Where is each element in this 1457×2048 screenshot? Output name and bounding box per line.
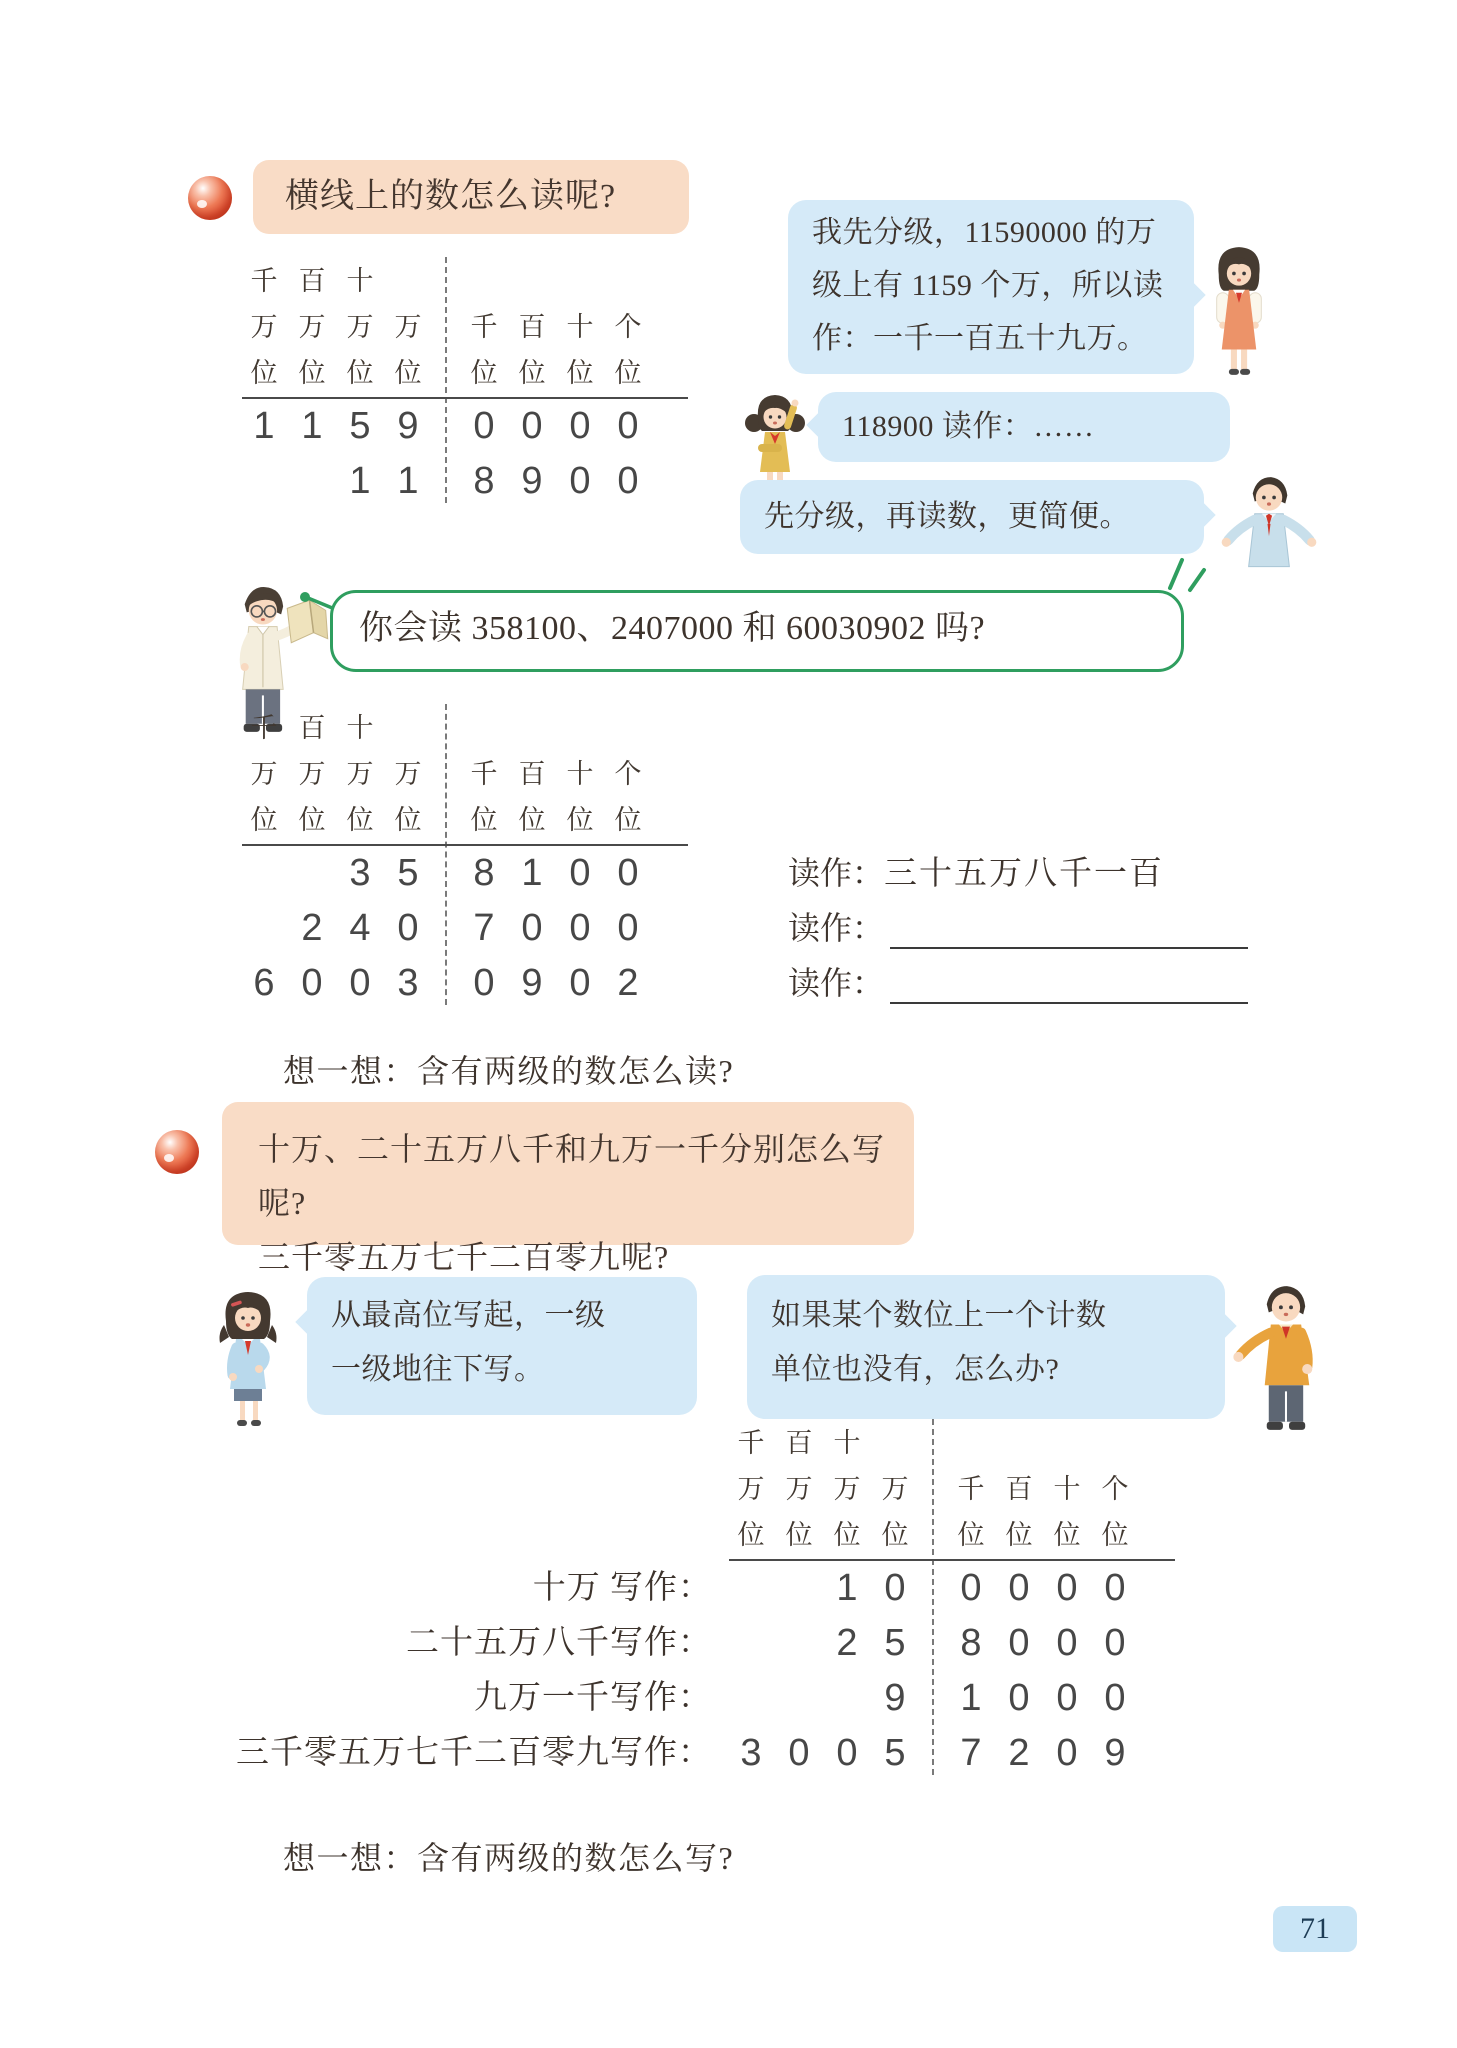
pv-cell: 0 — [569, 907, 591, 949]
place-value-digits — [240, 399, 700, 509]
place-value-digits — [727, 1561, 1187, 1781]
pv-cell: 位 — [614, 804, 642, 835]
pv-cell: 0 — [473, 962, 495, 1004]
pv-cell: 9 — [521, 460, 543, 502]
pv-cell: 8 — [473, 852, 495, 894]
pv-cell: 9 — [1104, 1732, 1126, 1774]
reading-label: 读作： — [788, 965, 885, 1001]
place-value-table-write — [727, 1417, 1187, 1781]
question-box-write — [222, 1102, 914, 1275]
pv-cell: 位 — [250, 804, 278, 835]
pv-cell: 十 — [566, 311, 594, 342]
pv-cell: 位 — [250, 357, 278, 388]
bubble-line: 如果某个数位上一个计数 — [771, 1299, 1107, 1332]
speech-bubble-grouping — [788, 200, 1194, 374]
pv-cell: 9 — [884, 1677, 906, 1719]
pv-cell: 十 — [346, 265, 374, 296]
pv-cell: 2 — [617, 962, 639, 1004]
place-value-header — [240, 702, 700, 840]
character-boy-blue — [1212, 473, 1326, 585]
pv-cell: 5 — [884, 1622, 906, 1664]
pv-cell: 1 — [253, 405, 275, 447]
answer-blank[interactable] — [890, 917, 1248, 949]
pv-cell: 位 — [346, 804, 374, 835]
pv-cell: 5 — [884, 1732, 906, 1774]
pv-cell: 千 — [250, 712, 278, 743]
reading-row — [788, 956, 1248, 1011]
write-as-label: 九万一千写作： — [474, 1680, 712, 1716]
pv-cell: 位 — [1101, 1519, 1129, 1550]
reading-row — [788, 846, 1248, 901]
pv-cell: 十 — [346, 712, 374, 743]
reading-label: 读作： — [788, 910, 885, 946]
pv-cell: 万 — [737, 1473, 765, 1504]
pv-cell: 1 — [960, 1677, 982, 1719]
pv-cell: 0 — [1056, 1622, 1078, 1664]
pv-cell: 7 — [960, 1732, 982, 1774]
answer-blank[interactable] — [890, 972, 1248, 1004]
pv-cell: 位 — [518, 804, 546, 835]
pv-cell: 5 — [397, 852, 419, 894]
pv-cell: 十 — [566, 758, 594, 789]
pv-cell: 7 — [473, 907, 495, 949]
pv-cell: 0 — [1008, 1677, 1030, 1719]
pv-cell: 0 — [788, 1732, 810, 1774]
bubble-line: 118900 读作：…… — [842, 410, 1095, 443]
write-as-labels — [150, 1561, 712, 1781]
place-value-digits — [240, 846, 700, 1011]
pv-cell: 8 — [960, 1622, 982, 1664]
pv-cell: 0 — [1056, 1567, 1078, 1609]
bubble-line: 从最高位写起，一级 — [331, 1299, 606, 1332]
pv-cell: 0 — [884, 1567, 906, 1609]
speech-bubble-118900 — [818, 392, 1230, 462]
write-as-label: 三千零五万七千二百零九写作： — [236, 1735, 712, 1771]
pv-cell: 百 — [518, 311, 546, 342]
pv-cell: 万 — [394, 311, 422, 342]
pv-cell: 百 — [298, 712, 326, 743]
character-girl-blue — [198, 1280, 303, 1432]
pv-cell: 0 — [617, 852, 639, 894]
bubble-line: 级上有 1159 个万，所以读 — [812, 269, 1164, 302]
reading-answers — [788, 846, 1248, 1011]
pv-cell: 0 — [521, 405, 543, 447]
pv-cell: 位 — [566, 804, 594, 835]
pv-cell: 位 — [785, 1519, 813, 1550]
reading-answer: 三十五万八千一百 — [884, 856, 1165, 892]
pv-cell: 位 — [394, 357, 422, 388]
pv-cell: 位 — [518, 357, 546, 388]
pv-cell: 位 — [1053, 1519, 1081, 1550]
reading-row — [788, 901, 1248, 956]
pv-cell: 0 — [836, 1732, 858, 1774]
pv-cell: 位 — [957, 1519, 985, 1550]
pv-cell: 位 — [298, 804, 326, 835]
pv-cell: 位 — [394, 804, 422, 835]
pv-cell: 位 — [614, 357, 642, 388]
pv-cell: 0 — [521, 907, 543, 949]
pv-cell: 千 — [470, 758, 498, 789]
pv-cell: 百 — [1005, 1473, 1033, 1504]
teacher-question-bubble — [330, 590, 1184, 672]
pv-cell: 3 — [397, 962, 419, 1004]
question-box-write-line1: 十万、二十五万八千和九万一千分别怎么写呢? — [258, 1131, 886, 1221]
pv-cell: 万 — [346, 311, 374, 342]
pv-cell: 0 — [349, 962, 371, 1004]
pv-cell: 1 — [301, 405, 323, 447]
pv-cell: 百 — [298, 265, 326, 296]
bubble-line: 我先分级，11590000 的万 — [812, 216, 1157, 249]
pv-cell: 0 — [397, 907, 419, 949]
pv-cell: 0 — [1056, 1732, 1078, 1774]
pv-cell: 0 — [569, 852, 591, 894]
pv-cell: 0 — [569, 405, 591, 447]
question-box-read — [253, 160, 689, 234]
pv-cell: 位 — [881, 1519, 909, 1550]
pv-cell: 2 — [301, 907, 323, 949]
place-value-header — [727, 1417, 1187, 1555]
teacher-question-text: 你会读 358100、2407000 和 60030902 吗? — [359, 610, 986, 647]
pv-cell: 位 — [470, 357, 498, 388]
pv-cell: 位 — [346, 357, 374, 388]
pv-cell: 0 — [617, 907, 639, 949]
question-box-read-text: 横线上的数怎么读呢? — [285, 178, 617, 215]
pv-cell: 位 — [737, 1519, 765, 1550]
pv-cell: 万 — [298, 311, 326, 342]
pv-cell: 1 — [836, 1567, 858, 1609]
think-prompt-write: 想一想：含有两级的数怎么写? — [283, 1840, 735, 1876]
place-value-header — [240, 255, 700, 393]
pv-cell: 位 — [833, 1519, 861, 1550]
place-value-table-practice — [240, 702, 700, 1011]
pv-cell: 0 — [1104, 1622, 1126, 1664]
pv-cell: 个 — [614, 311, 642, 342]
pv-cell: 个 — [614, 758, 642, 789]
page-number: 71 — [1300, 1912, 1330, 1945]
question-box-write-line2: 三千零五万七千二百零九呢? — [258, 1239, 670, 1275]
speech-bubble-zero-question — [747, 1275, 1225, 1419]
pv-cell: 9 — [521, 962, 543, 1004]
pv-cell: 位 — [1005, 1519, 1033, 1550]
pv-cell: 0 — [473, 405, 495, 447]
pv-cell: 位 — [298, 357, 326, 388]
pv-cell: 0 — [1104, 1677, 1126, 1719]
pv-cell: 千 — [470, 311, 498, 342]
pv-cell: 1 — [349, 460, 371, 502]
pv-cell: 0 — [617, 460, 639, 502]
pv-cell: 0 — [960, 1567, 982, 1609]
pv-cell: 1 — [521, 852, 543, 894]
pv-cell: 百 — [518, 758, 546, 789]
pv-cell: 0 — [569, 962, 591, 1004]
character-boy-orange — [1228, 1280, 1348, 1444]
pv-cell: 0 — [1008, 1622, 1030, 1664]
pv-cell: 8 — [473, 460, 495, 502]
page-number-badge — [1273, 1906, 1357, 1952]
pv-cell: 万 — [346, 758, 374, 789]
pv-cell: 0 — [617, 405, 639, 447]
pv-cell: 十 — [1053, 1473, 1081, 1504]
pv-cell: 万 — [785, 1473, 813, 1504]
pv-cell: 1 — [397, 460, 419, 502]
bullet-sphere-icon — [155, 1130, 199, 1174]
think-prompt-read: 想一想：含有两级的数怎么读? — [283, 1053, 735, 1089]
pv-cell: 万 — [881, 1473, 909, 1504]
pv-cell: 5 — [349, 405, 371, 447]
pv-cell: 千 — [250, 265, 278, 296]
pv-cell: 0 — [1104, 1567, 1126, 1609]
pv-cell: 位 — [470, 804, 498, 835]
pv-cell: 万 — [394, 758, 422, 789]
pv-cell: 0 — [1056, 1677, 1078, 1719]
write-as-label: 二十五万八千写作： — [406, 1625, 712, 1661]
pv-cell: 0 — [301, 962, 323, 1004]
bubble-line: 作：一千一百五十九万。 — [812, 322, 1148, 355]
speech-bubble-write-order — [307, 1277, 697, 1415]
character-girl-bob — [1203, 240, 1275, 382]
bubble-line: 单位也没有，怎么办? — [771, 1353, 1060, 1386]
pv-cell: 万 — [298, 758, 326, 789]
pv-cell: 千 — [957, 1473, 985, 1504]
pv-cell: 3 — [349, 852, 371, 894]
pv-cell: 千 — [737, 1427, 765, 1458]
pv-cell: 0 — [569, 460, 591, 502]
pv-cell: 6 — [253, 962, 275, 1004]
write-as-label: 十万 写作： — [532, 1570, 712, 1606]
pv-cell: 9 — [397, 405, 419, 447]
pv-cell: 万 — [250, 311, 278, 342]
pv-cell: 4 — [349, 907, 371, 949]
pv-cell: 3 — [740, 1732, 762, 1774]
place-value-table-example — [240, 255, 700, 509]
bullet-sphere-icon — [188, 176, 232, 220]
bubble-line: 一级地往下写。 — [331, 1353, 545, 1386]
pv-cell: 2 — [1008, 1732, 1030, 1774]
pv-cell: 2 — [836, 1622, 858, 1664]
pv-cell: 0 — [1008, 1567, 1030, 1609]
speech-bubble-grouping-tip — [740, 480, 1204, 554]
pv-cell: 百 — [785, 1427, 813, 1458]
pv-cell: 个 — [1101, 1473, 1129, 1504]
pv-cell: 万 — [833, 1473, 861, 1504]
pv-cell: 位 — [566, 357, 594, 388]
emphasis-mark-icon — [1160, 550, 1210, 594]
bubble-line: 先分级，再读数，更简便。 — [764, 500, 1130, 533]
reading-label: 读作： — [788, 855, 885, 891]
pv-cell: 十 — [833, 1427, 861, 1458]
pv-cell: 万 — [250, 758, 278, 789]
